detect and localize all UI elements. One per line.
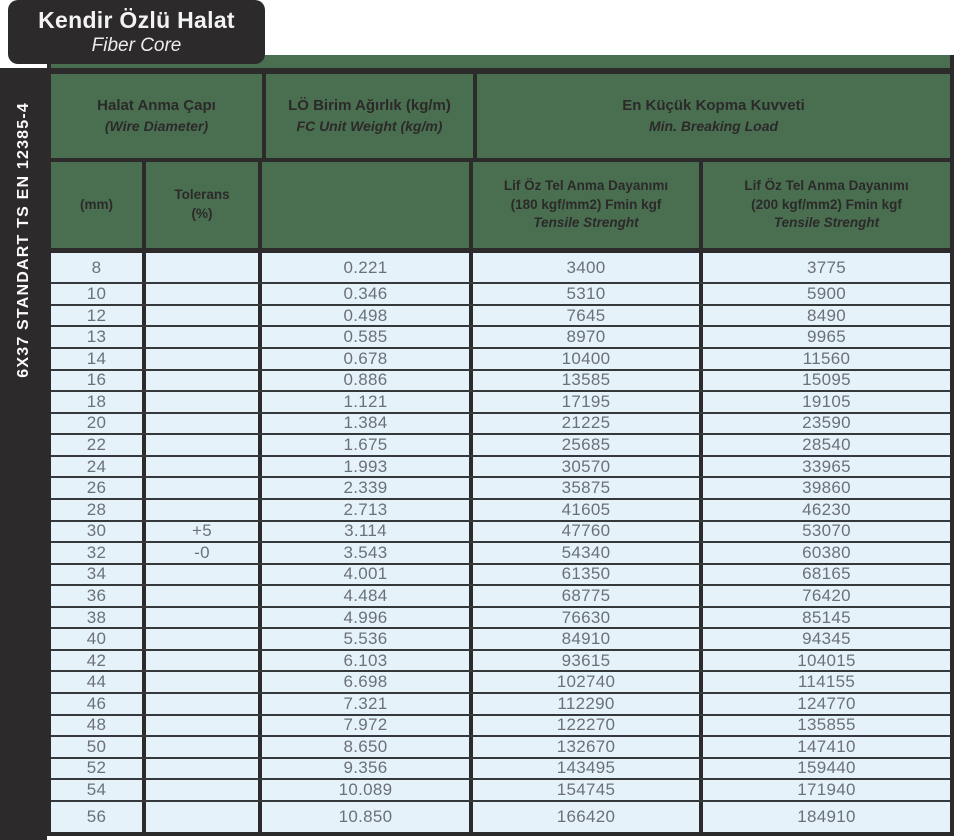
header-unit-weight-sub: FC Unit Weight (kg/m) bbox=[296, 117, 443, 134]
header-tensile-180-line1: Lif Öz Tel Anma Dayanımı bbox=[503, 177, 669, 193]
cell-mm: 14 bbox=[51, 349, 146, 369]
cell-breaking-200: 104015 bbox=[797, 650, 856, 670]
cell-breaking-200: 3775 bbox=[806, 257, 847, 277]
cell-breaking-200: 33965 bbox=[802, 456, 851, 476]
cell-breaking-180: 7645 bbox=[473, 306, 703, 326]
cell-tolerance bbox=[146, 435, 262, 455]
cell-unit-weight: 5.536 bbox=[262, 629, 473, 649]
cell-mm: 10 bbox=[51, 284, 146, 304]
header-tolerans bbox=[146, 162, 262, 248]
cell-mm: 36 bbox=[51, 586, 146, 606]
cell-mm: 28 bbox=[51, 500, 146, 520]
header-tensile-200 bbox=[703, 162, 950, 248]
cell-mm: 22 bbox=[51, 435, 146, 455]
cell-unit-weight: 10.089 bbox=[262, 780, 473, 800]
cell-unit-weight: 1.993 bbox=[262, 457, 473, 477]
cell-breaking-200: 11560 bbox=[802, 349, 851, 368]
cell-unit-weight: 4.001 bbox=[262, 565, 473, 585]
cell-mm: 46 bbox=[51, 694, 146, 714]
table-row bbox=[51, 433, 950, 455]
table-row bbox=[51, 498, 950, 520]
table-row bbox=[51, 369, 950, 391]
standard-label: 6X37 STANDART TS EN 12385-4 bbox=[14, 102, 32, 378]
cell-breaking-200: 68165 bbox=[802, 564, 851, 584]
cell-breaking-180: 132670 bbox=[473, 737, 703, 757]
header-mm bbox=[51, 162, 146, 248]
cell-unit-weight: 1.384 bbox=[262, 414, 473, 434]
cell-unit-weight: 0.585 bbox=[262, 327, 473, 347]
cell-breaking-180: 154745 bbox=[473, 780, 703, 800]
cell-tolerance bbox=[146, 565, 262, 585]
cell-tolerance bbox=[146, 586, 262, 606]
cell-tolerance bbox=[146, 284, 262, 304]
table-row bbox=[51, 520, 950, 542]
cell-breaking-200: 114155 bbox=[797, 672, 856, 692]
cell-mm: 12 bbox=[51, 306, 146, 326]
cell-tolerance bbox=[146, 802, 262, 832]
cell-breaking-200: 15095 bbox=[802, 370, 851, 390]
cell-unit-weight: 1.675 bbox=[262, 435, 473, 455]
cell-unit-weight: 3.114 bbox=[262, 522, 473, 542]
header-breaking-load bbox=[477, 74, 950, 158]
table-row bbox=[51, 325, 950, 347]
table-row bbox=[51, 253, 950, 282]
cell-tolerance bbox=[146, 500, 262, 520]
cell-mm: 54 bbox=[51, 780, 146, 800]
cell-breaking-200: 171940 bbox=[797, 780, 856, 800]
cell-unit-weight: 4.996 bbox=[262, 608, 473, 628]
cell-unit-weight: 4.484 bbox=[262, 586, 473, 606]
cell-mm: 13 bbox=[51, 327, 146, 347]
cell-unit-weight: 0.346 bbox=[262, 284, 473, 304]
cell-tolerance bbox=[146, 392, 262, 412]
cell-breaking-180: 76630 bbox=[473, 608, 703, 628]
cell-breaking-180: 35875 bbox=[473, 478, 703, 498]
header-row-groups bbox=[51, 74, 950, 158]
cell-breaking-180: 25685 bbox=[473, 435, 703, 455]
cell-tolerance bbox=[146, 737, 262, 757]
table-row bbox=[51, 606, 950, 628]
cell-breaking-180: 13585 bbox=[473, 371, 703, 391]
table-row bbox=[51, 714, 950, 736]
cell-breaking-200: 85145 bbox=[802, 607, 851, 627]
cell-breaking-200: 28540 bbox=[802, 435, 851, 455]
table-row bbox=[51, 282, 950, 304]
cell-tolerance bbox=[146, 349, 262, 369]
table-row bbox=[51, 541, 950, 563]
table-row bbox=[51, 455, 950, 477]
cell-breaking-180: 112290 bbox=[473, 694, 703, 714]
standard-sidebar bbox=[0, 68, 47, 840]
header-unit-weight bbox=[266, 74, 477, 158]
header-tolerans-line2: (%) bbox=[191, 206, 213, 221]
cell-tolerance bbox=[146, 253, 262, 282]
cell-breaking-200: 124770 bbox=[797, 694, 856, 713]
header-wire-diameter-title: Halat Anma Çapı bbox=[97, 97, 216, 115]
header-tensile-180 bbox=[473, 162, 703, 248]
cell-mm: 20 bbox=[51, 414, 146, 434]
table-row bbox=[51, 692, 950, 714]
cell-tolerance: +5 bbox=[146, 522, 262, 542]
table-row bbox=[51, 670, 950, 692]
cell-tolerance bbox=[146, 478, 262, 498]
cell-breaking-180: 5310 bbox=[473, 284, 703, 304]
cell-breaking-180: 143495 bbox=[473, 759, 703, 779]
header-wire-diameter-sub: (Wire Diameter) bbox=[104, 117, 209, 134]
cell-breaking-180: 122270 bbox=[473, 716, 703, 736]
table-rows bbox=[51, 253, 950, 832]
cell-breaking-200: 9965 bbox=[806, 327, 847, 347]
cell-mm: 56 bbox=[51, 802, 146, 832]
cell-mm: 52 bbox=[51, 759, 146, 779]
cell-tolerance bbox=[146, 629, 262, 649]
cell-breaking-200: 159440 bbox=[797, 758, 856, 778]
cell-unit-weight: 9.356 bbox=[262, 759, 473, 779]
cell-tolerance bbox=[146, 457, 262, 477]
cell-mm: 18 bbox=[51, 392, 146, 412]
cell-breaking-200: 39860 bbox=[802, 478, 851, 498]
cell-breaking-200: 19105 bbox=[802, 392, 851, 411]
cell-breaking-180: 8970 bbox=[473, 327, 703, 347]
table-row bbox=[51, 390, 950, 412]
cell-unit-weight: 2.713 bbox=[262, 500, 473, 520]
cell-breaking-180: 10400 bbox=[473, 349, 703, 369]
cell-mm: 38 bbox=[51, 608, 146, 628]
cell-breaking-180: 54340 bbox=[473, 543, 703, 563]
cell-unit-weight: 0.678 bbox=[262, 349, 473, 369]
cell-tolerance: -0 bbox=[146, 543, 262, 563]
cell-mm: 40 bbox=[51, 629, 146, 649]
cell-breaking-180: 84910 bbox=[473, 629, 703, 649]
header-breaking-load-title: En Küçük Kopma Kuvveti bbox=[622, 97, 805, 115]
cell-breaking-180: 102740 bbox=[473, 672, 703, 692]
cell-breaking-180: 3400 bbox=[473, 253, 703, 282]
cell-breaking-200: 46230 bbox=[802, 499, 851, 519]
table-row bbox=[51, 347, 950, 369]
header-tensile-180-line3: Tensile Strenght bbox=[533, 215, 639, 231]
product-subtitle: Fiber Core bbox=[91, 35, 182, 56]
cell-breaking-180: 93615 bbox=[473, 651, 703, 671]
cell-tolerance bbox=[146, 306, 262, 326]
table-row bbox=[51, 627, 950, 649]
cell-tolerance bbox=[146, 327, 262, 347]
table-row bbox=[51, 476, 950, 498]
cell-mm: 34 bbox=[51, 565, 146, 585]
cell-breaking-200: 147410 bbox=[797, 737, 856, 756]
cell-mm: 24 bbox=[51, 457, 146, 477]
cell-mm: 44 bbox=[51, 672, 146, 692]
cell-breaking-200: 5900 bbox=[806, 284, 847, 304]
cell-tolerance bbox=[146, 780, 262, 800]
table-row bbox=[51, 757, 950, 779]
header-tensile-200-line1: Lif Öz Tel Anma Dayanımı bbox=[744, 177, 909, 193]
cell-unit-weight: 6.103 bbox=[262, 651, 473, 671]
cell-mm: 16 bbox=[51, 371, 146, 391]
cell-tolerance bbox=[146, 672, 262, 692]
cell-mm: 50 bbox=[51, 737, 146, 757]
cell-unit-weight: 8.650 bbox=[262, 737, 473, 757]
cell-tolerance bbox=[146, 371, 262, 391]
header-row-subcolumns bbox=[51, 162, 950, 248]
cell-breaking-180: 47760 bbox=[473, 522, 703, 542]
table-row bbox=[51, 649, 950, 671]
table-row bbox=[51, 735, 950, 757]
header-breaking-load-sub: Min. Breaking Load bbox=[648, 117, 779, 134]
table-row bbox=[51, 778, 950, 800]
cell-tolerance bbox=[146, 651, 262, 671]
header-tensile-200-line2: (200 kgf/mm2) Fmin kgf bbox=[751, 196, 902, 212]
cell-breaking-200: 184910 bbox=[797, 806, 856, 826]
header-weight-spacer bbox=[262, 162, 473, 248]
cell-mm: 8 bbox=[51, 253, 146, 282]
spec-table bbox=[47, 55, 954, 836]
product-title: Kendir Özlü Halat bbox=[38, 7, 235, 33]
header-wire-diameter bbox=[51, 74, 266, 158]
table-row bbox=[51, 563, 950, 585]
cell-breaking-180: 41605 bbox=[473, 500, 703, 520]
cell-breaking-200: 8490 bbox=[806, 305, 847, 325]
cell-breaking-200: 53070 bbox=[802, 521, 851, 541]
cell-tolerance bbox=[146, 608, 262, 628]
cell-breaking-200: 60380 bbox=[802, 543, 851, 562]
cell-unit-weight: 0.221 bbox=[262, 253, 473, 282]
table-row bbox=[51, 304, 950, 326]
cell-unit-weight: 1.121 bbox=[262, 392, 473, 412]
cell-unit-weight: 2.339 bbox=[262, 478, 473, 498]
table-row bbox=[51, 800, 950, 832]
cell-tolerance bbox=[146, 414, 262, 434]
cell-breaking-180: 61350 bbox=[473, 565, 703, 585]
cell-unit-weight: 7.321 bbox=[262, 694, 473, 714]
cell-breaking-180: 21225 bbox=[473, 414, 703, 434]
cell-mm: 42 bbox=[51, 651, 146, 671]
cell-breaking-180: 166420 bbox=[473, 802, 703, 832]
cell-tolerance bbox=[146, 759, 262, 779]
header-unit-weight-title: LÖ Birim Ağırlık (kg/m) bbox=[288, 97, 451, 115]
cell-tolerance bbox=[146, 694, 262, 714]
header-tolerans-line1: Tolerans bbox=[174, 187, 230, 203]
cell-breaking-180: 30570 bbox=[473, 457, 703, 477]
table-row bbox=[51, 412, 950, 434]
cell-unit-weight: 7.972 bbox=[262, 716, 473, 736]
cell-mm: 26 bbox=[51, 478, 146, 498]
cell-tolerance bbox=[146, 716, 262, 736]
cell-breaking-200: 76420 bbox=[802, 586, 851, 605]
header-tensile-180-line2: (180 kgf/mm2) Fmin kgf bbox=[510, 196, 662, 212]
header-tensile-200-line3: Tensile Strenght bbox=[773, 215, 880, 231]
cell-breaking-200: 135855 bbox=[797, 715, 856, 735]
cell-mm: 30 bbox=[51, 522, 146, 542]
cell-mm: 48 bbox=[51, 716, 146, 736]
cell-unit-weight: 0.886 bbox=[262, 371, 473, 391]
cell-breaking-180: 17195 bbox=[473, 392, 703, 412]
cell-breaking-180: 68775 bbox=[473, 586, 703, 606]
cell-breaking-200: 94345 bbox=[802, 629, 851, 649]
cell-unit-weight: 10.850 bbox=[262, 802, 473, 832]
table-row bbox=[51, 584, 950, 606]
cell-breaking-200: 23590 bbox=[802, 413, 851, 433]
cell-mm: 32 bbox=[51, 543, 146, 563]
cell-unit-weight: 0.498 bbox=[262, 306, 473, 326]
cell-unit-weight: 6.698 bbox=[262, 672, 473, 692]
header-mm-label: (mm) bbox=[80, 196, 113, 212]
product-title-box bbox=[8, 0, 265, 64]
cell-unit-weight: 3.543 bbox=[262, 543, 473, 563]
